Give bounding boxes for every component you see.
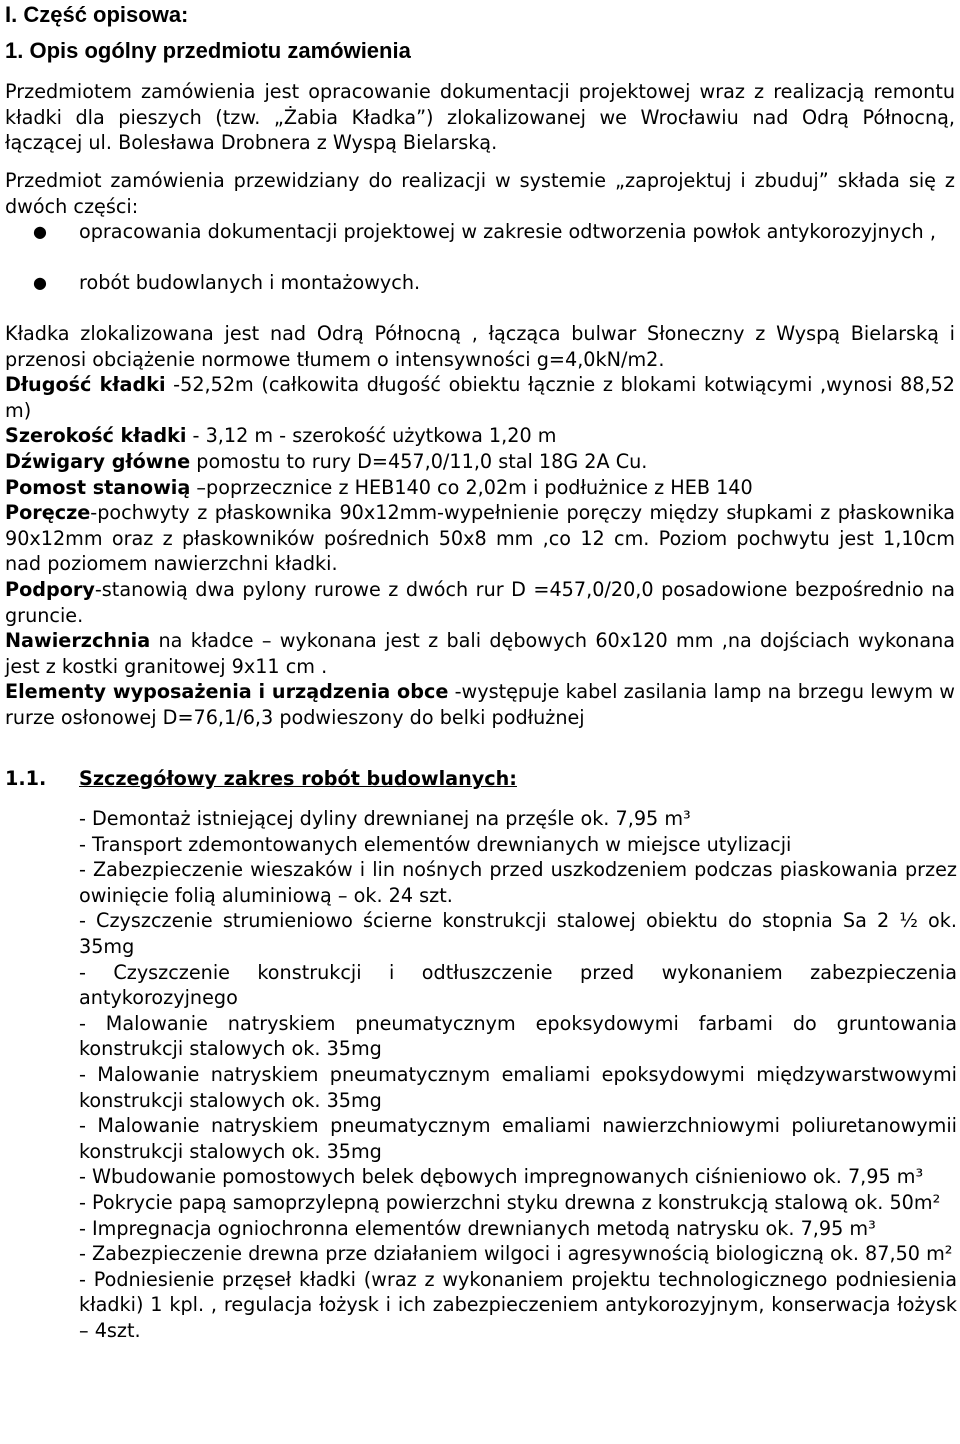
- section-number: 1.1.: [5, 767, 47, 790]
- spec-girders: [5, 449, 955, 475]
- list-item: - Impregnacja ogniochronna elementów drewnianych metodą natrysku ok. 7,95 m³: [79, 1216, 876, 1240]
- list-item: - Podniesienie przęseł kładki (wraz z wykonaniem projektu technologicznego podniesienia kładki) 1 kpl. , regulacja łożysk i ich zabezpieczeniem antykorozyjnym, konserwacja łożysk – 4szt.: [79, 1267, 957, 1342]
- spec-text: -występuje kabel zasilania lamp na brzegu lewym w rurze osłonowej D=76,1/6,3 podwieszony do belki podłużnej: [5, 680, 956, 729]
- spec-text: -52,52m (całkowita długość obiektu łącznie z blokami kotwiącymi ,wynosi 88,52 m): [5, 373, 955, 422]
- list-item: - Czyszczenie konstrukcji i odtłuszczenie przed wykonaniem zabezpieczenia antykorozyjnego: [79, 960, 957, 1010]
- list-item: - Malowanie natryskiem pneumatycznym epoksydowymi farbami do gruntowania konstrukcji stalowych ok. 35mg: [79, 1011, 957, 1061]
- bullet-icon: ●: [33, 273, 47, 292]
- section-title: Szczegółowy zakres robót budowlanych:: [79, 767, 517, 790]
- spec-railings: [5, 500, 955, 577]
- spec-text: - 3,12 m - szerokość użytkowa 1,20 m: [186, 424, 557, 447]
- intro-paragraph: Przedmiotem zamówienia jest opracowanie dokumentacji projektowej wraz z realizacją remontu kładki dla pieszych (tzw. „Żabia Kładka”) zlokalizowanej we Wrocławiu nad Odrą Północną, łączącej ul. Bolesława Drobnera z Wyspą Bielarską.: [5, 80, 955, 155]
- list-item: - Wbudowanie pomostowych belek dębowych impregnowanych ciśnieniowo ok. 7,95 m³: [79, 1165, 924, 1189]
- spec-width: [5, 423, 955, 449]
- spec-deck: [5, 475, 955, 501]
- spec-length: [5, 372, 955, 423]
- spec-label: Pomost stanowią: [5, 476, 191, 499]
- spec-text: -pochwyty z płaskownika 90x12mm-wypełnienie poręczy między słupkami z płaskownika 90x12mm oraz z płaskowników pośrednich 50x8 mm ,co 12 cm. Poziom pochwytu jest 1,10cm nad poziomem nawierzchni kładki.: [5, 501, 955, 576]
- spec-text: na kładce – wykonana jest z bali dębowych 60x120 mm ,na dojściach wykonana jest z kostki granitowej 9x11 cm .: [5, 629, 955, 678]
- heading-general-description: 1. Opis ogólny przedmiotu zamówienia: [5, 38, 411, 63]
- list-item: - Malowanie natryskiem pneumatycznym emaliami epoksydowymi międzywarstwowymi konstrukcji stalowych ok. 35mg: [79, 1062, 957, 1112]
- list-item: - Demontaż istniejącej dyliny drewnianej na przęśle ok. 7,95 m³: [79, 807, 691, 830]
- spec-text: -stanowią dwa pylony rurowe z dwóch rur D =457,0/20,0 posadowione bezpośrednio na gruncie.: [5, 578, 955, 627]
- list-item: - Zabezpieczenie drewna prze działaniem wilgoci i agresywnością biologiczną ok. 87,50 m²: [79, 1242, 953, 1266]
- location-paragraph: Kładka zlokalizowana jest nad Odrą Północną , łącząca bulwar Słoneczny z Wyspą Bielarską i przenosi obciążenie normowe tłumem o intensywności g=4,0kN/m2.: [5, 322, 955, 371]
- list-item: - Transport zdemontowanych elementów drewnianych w miejsce utylizacji: [79, 832, 792, 856]
- list-item: - Pokrycie papą samoprzylepną powierzchni styku drewna z konstrukcją stalową ok. 50m²: [79, 1190, 941, 1214]
- spec-label: Poręcze: [5, 501, 91, 524]
- heading-part: I. Część opisowa:: [5, 2, 189, 27]
- bullet-text: opracowania dokumentacji projektowej w zakresie odtworzenia powłok antykorozyjnych ,: [79, 220, 936, 243]
- spec-label: Dźwigary główne: [5, 450, 191, 473]
- spec-equipment: [5, 679, 955, 730]
- spec-label: Nawierzchnia: [5, 629, 151, 652]
- bullet-text: robót budowlanych i montażowych.: [79, 271, 421, 294]
- spec-label: Długość kładki: [5, 373, 166, 396]
- works-list: [79, 806, 957, 1343]
- list-item: - Malowanie natryskiem pneumatycznym emaliami nawierzchniowymi poliuretanowymii konstrukcji stalowych ok. 35mg: [79, 1114, 957, 1163]
- spec-text: –poprzecznice z HEB140 co 2,02m i podłużnice z HEB 140: [190, 476, 753, 499]
- list-item: - Zabezpieczenie wieszaków i lin nośnych przed uszkodzeniem podczas piaskowania przez owinięcie folią aluminiową – ok. 24 szt.: [79, 858, 957, 907]
- spec-supports: [5, 577, 955, 628]
- list-item: - Czyszczenie strumieniowo ścierne konstrukcji stalowej obiektu do stopnia Sa 2 ½ ok. 35mg: [79, 909, 957, 958]
- spec-surface: [5, 628, 955, 679]
- scope-paragraph: Przedmiot zamówienia przewidziany do realizacji w systemie „zaprojektuj i zbuduj” składa się z dwóch części:: [5, 169, 955, 218]
- spec-text: pomostu to rury D=457,0/11,0 stal 18G 2A Cu.: [190, 450, 648, 473]
- spec-label: Elementy wyposażenia i urządzenia obce: [5, 680, 449, 703]
- spec-label: Szerokość kładki: [5, 424, 187, 447]
- bullet-icon: ●: [33, 222, 47, 241]
- spec-label: Podpory: [5, 578, 95, 601]
